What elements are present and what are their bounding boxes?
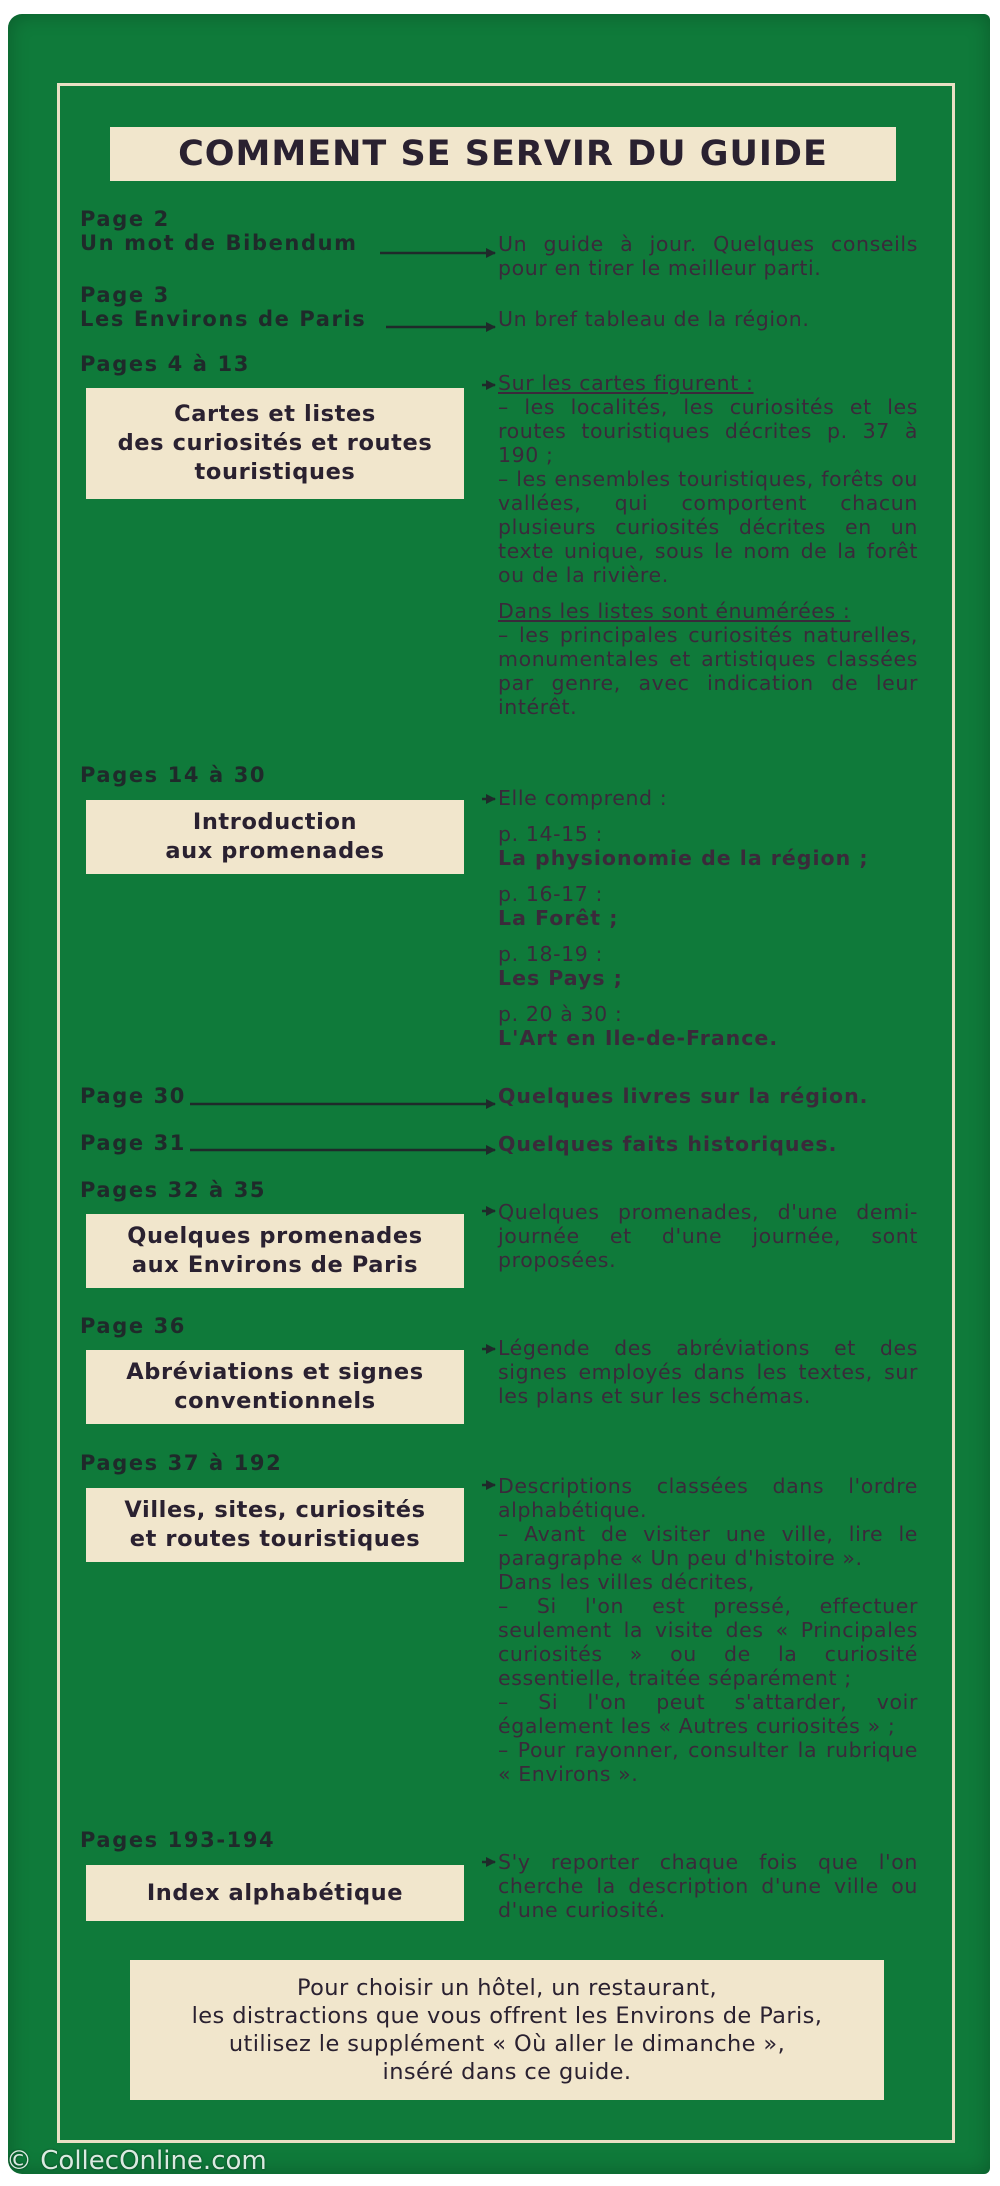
desc-villes: Descriptions classées dans l'ordre alphabétique. – Avant de visiter une ville, lire le paragraphe « Un peu d'histoire ». Dans les villes décrites, – Si l'on est pressé, effectuer seulement la visite des « Principales curiosités » ou de la curiosité essentielle, traitée séparément ; – Si l'on peut s'attarder, voir également les « Autres curiosités » ; – Pour rayonner, consulter la rubrique « Environs ». — [498, 1474, 918, 1786]
desc-introduction: Elle comprend : p. 14-15 : La physionomie de la région ; p. 16-17 : La Forêt ; p. 18-19 : Les Pays ; p. 20 à 30 : L'Art en Ile-de-France. — [498, 786, 869, 1050]
page-ref-32-35: Pages 32 à 35 — [80, 1178, 267, 1202]
page-ref-36: Page 36 — [80, 1314, 187, 1338]
guide-title: COMMENT SE SERVIR DU GUIDE — [110, 127, 896, 181]
page-ref-193-194: Pages 193-194 — [80, 1828, 276, 1852]
page-ref-3: Page 3 Les Environs de Paris — [80, 283, 367, 331]
desc-abreviations: Légende des abréviations et des signes employés dans les textes, sur les plans et sur les schémas. — [498, 1336, 918, 1408]
desc-cartes: Sur les cartes figurent : – les localités, les curiosités et les routes touristiques décrites p. 37 à 190 ; – les ensembles touristiques, forêts ou vallées, qui comportent chacun plusieurs curiosités décrites en un texte unique, sous le nom de la forêt ou de la rivière. Dans les listes sont énumérées : – les principales curiosités naturelles, monumentales et artistiques classées par genre, avec indication de leur intérêt. — [498, 371, 918, 719]
page-ref-4-13: Pages 4 à 13 — [80, 352, 250, 376]
label-box-cartes: Cartes et listes des curiosités et routes touristiques — [86, 388, 464, 499]
desc-faits: Quelques faits historiques. — [498, 1132, 838, 1156]
label-box-promenades: Quelques promenades aux Environs de Paris — [86, 1214, 464, 1288]
page-ref-2: Page 2 Un mot de Bibendum — [80, 207, 358, 255]
desc-environs: Un bref tableau de la région. — [498, 307, 810, 331]
desc-bibendum: Un guide à jour. Quelques conseils pour en tirer le meilleur parti. — [498, 232, 918, 280]
label-box-index: Index alphabétique — [86, 1865, 464, 1921]
label-box-introduction: Introduction aux promenades — [86, 800, 464, 874]
label-box-abreviations: Abréviations et signes conventionnels — [86, 1350, 464, 1424]
page-ref-31: Page 31 — [80, 1131, 187, 1155]
desc-livres: Quelques livres sur la région. — [498, 1084, 869, 1108]
desc-index: S'y reporter chaque fois que l'on cherche la description d'une ville ou d'une curiosité. — [498, 1850, 918, 1922]
page-ref-37-192: Pages 37 à 192 — [80, 1451, 283, 1475]
page-ref-14-30: Pages 14 à 30 — [80, 763, 267, 787]
page-ref-30: Page 30 — [80, 1084, 187, 1108]
section-label-bibendum: Un mot de Bibendum — [80, 231, 358, 255]
section-label-environs: Les Environs de Paris — [80, 307, 367, 331]
footer-note: Pour choisir un hôtel, un restaurant, les distractions que vous offrent les Environs de Paris, utilisez le supplément « Où aller le dimanche », inséré dans ce guide. — [130, 1960, 884, 2100]
label-box-villes: Villes, sites, curiosités et routes touristiques — [86, 1488, 464, 1562]
desc-promenades: Quelques promenades, d'une demi-journée et d'une journée, sont proposées. — [498, 1200, 918, 1272]
watermark: © CollecOnline.com — [6, 2146, 267, 2176]
